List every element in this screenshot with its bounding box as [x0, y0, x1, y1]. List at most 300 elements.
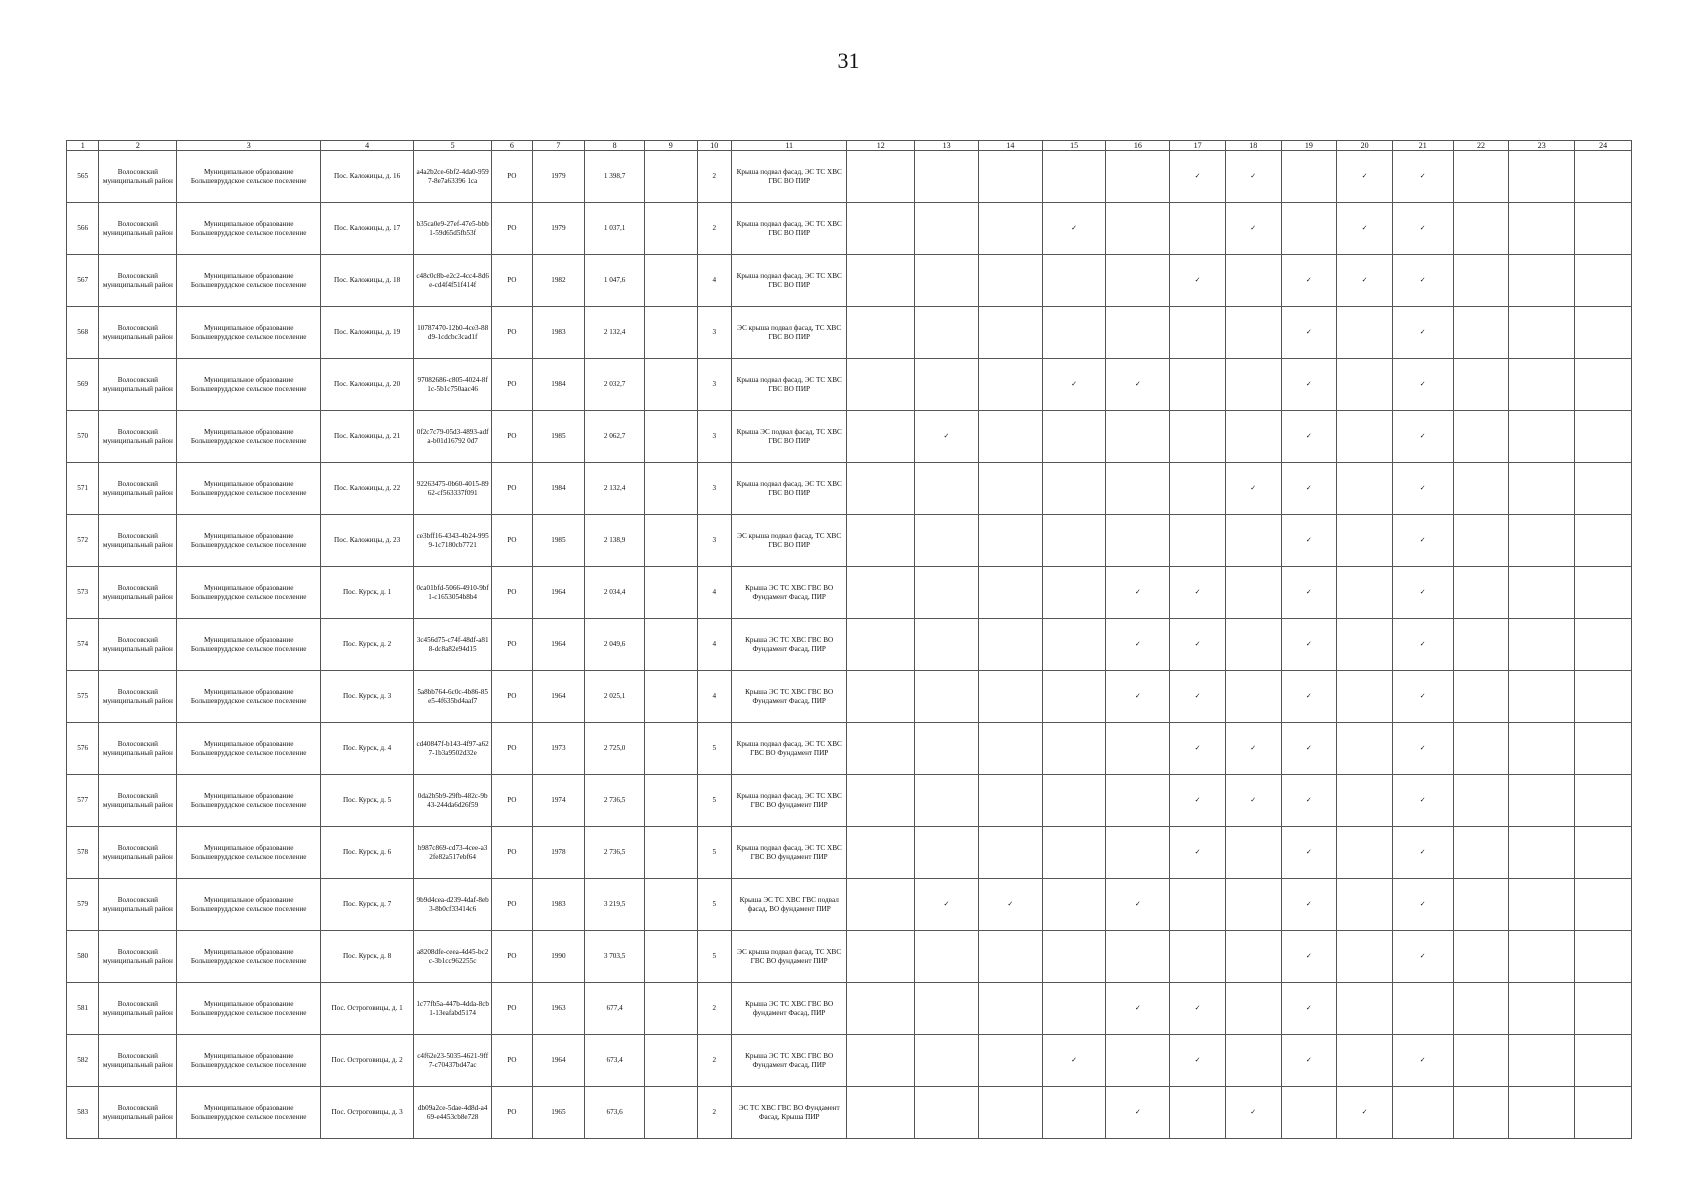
empty-cell: [1509, 463, 1575, 515]
year-cell: 1965: [532, 1087, 585, 1139]
check-mark-icon: ✓: [1392, 775, 1453, 827]
empty-cell: [1509, 1087, 1575, 1139]
empty-cell: [1042, 619, 1106, 671]
empty-cell: [915, 671, 979, 723]
empty-cell: [1575, 411, 1632, 463]
building-id-cell: 1c77fb5a-447b-4dda-8cb1-13eafabd5174: [414, 983, 492, 1035]
empty-cell: [1575, 723, 1632, 775]
empty-cell: [915, 151, 979, 203]
building-id-cell: 0da2b5b9-29fb-482c-9b43-244da6d26f59: [414, 775, 492, 827]
row-number: 574: [67, 619, 99, 671]
empty-cell: [1106, 255, 1170, 307]
municipality-cell: Муниципальное образование Большевруддское сельское поселение: [177, 1087, 321, 1139]
floors-cell: 3: [697, 515, 731, 567]
building-id-cell: 0f2c7c79-05d3-4893-adfa-b01d16792 0d7: [414, 411, 492, 463]
empty-cell: [1281, 151, 1337, 203]
district-cell: Волосовский муниципальный район: [99, 983, 177, 1035]
page-number: 31: [837, 48, 860, 73]
empty-cell: [915, 1035, 979, 1087]
empty-cell: [1225, 983, 1281, 1035]
type-cell: РО: [492, 1087, 532, 1139]
municipality-cell: Муниципальное образование Большевруддское сельское поселение: [177, 411, 321, 463]
check-mark-icon: ✓: [1170, 827, 1226, 879]
empty-cell: [644, 515, 697, 567]
empty-cell: [1225, 931, 1281, 983]
empty-cell: [1509, 567, 1575, 619]
empty-cell: [847, 463, 915, 515]
column-header: 1: [67, 141, 99, 151]
empty-cell: [847, 671, 915, 723]
check-mark-icon: ✓: [1106, 879, 1170, 931]
empty-cell: [847, 359, 915, 411]
check-mark-icon: ✓: [1281, 255, 1337, 307]
check-mark-icon: ✓: [1337, 151, 1393, 203]
year-cell: 1990: [532, 931, 585, 983]
empty-cell: [1170, 307, 1226, 359]
empty-cell: [644, 619, 697, 671]
building-id-cell: c4f62e23-5035-4621-9ff7-c70437bd47ac: [414, 1035, 492, 1087]
check-mark-icon: ✓: [1170, 723, 1226, 775]
floors-cell: 2: [697, 1087, 731, 1139]
check-mark-icon: ✓: [1281, 931, 1337, 983]
type-cell: РО: [492, 567, 532, 619]
address-cell: Пос. Каложицы, д. 21: [321, 411, 414, 463]
building-id-cell: 0ca01bfd-5066-4910-9bf1-c1653054b8b4: [414, 567, 492, 619]
district-cell: Волосовский муниципальный район: [99, 255, 177, 307]
address-cell: Пос. Каложицы, д. 18: [321, 255, 414, 307]
check-mark-icon: ✓: [1337, 203, 1393, 255]
empty-cell: [1225, 671, 1281, 723]
empty-cell: [1509, 515, 1575, 567]
empty-cell: [1042, 307, 1106, 359]
empty-cell: [847, 1035, 915, 1087]
address-cell: Пос. Остроговицы, д. 2: [321, 1035, 414, 1087]
check-mark-icon: ✓: [1225, 775, 1281, 827]
empty-cell: [1575, 359, 1632, 411]
table-row: [67, 879, 1632, 931]
district-cell: Волосовский муниципальный район: [99, 359, 177, 411]
check-mark-icon: ✓: [915, 879, 979, 931]
row-number: 581: [67, 983, 99, 1035]
district-cell: Волосовский муниципальный район: [99, 567, 177, 619]
year-cell: 1974: [532, 775, 585, 827]
empty-cell: [644, 307, 697, 359]
column-header: 5: [414, 141, 492, 151]
empty-cell: [1337, 515, 1393, 567]
empty-cell: [1575, 879, 1632, 931]
empty-cell: [1453, 931, 1509, 983]
check-mark-icon: ✓: [1392, 827, 1453, 879]
empty-cell: [1225, 255, 1281, 307]
empty-cell: [1509, 359, 1575, 411]
address-cell: Пос. Каложицы, д. 22: [321, 463, 414, 515]
building-id-cell: 10787470-12b0-4ce3-88d9-1cdcbc3cad1f: [414, 307, 492, 359]
year-cell: 1964: [532, 567, 585, 619]
building-id-cell: cd40847f-b143-4f97-a627-1b3a9502d32e: [414, 723, 492, 775]
empty-cell: [1509, 983, 1575, 1035]
area-cell: 2 062,7: [585, 411, 645, 463]
check-mark-icon: ✓: [1392, 151, 1453, 203]
empty-cell: [1575, 567, 1632, 619]
empty-cell: [978, 619, 1042, 671]
empty-cell: [915, 255, 979, 307]
empty-cell: [1225, 515, 1281, 567]
table-row: [67, 411, 1632, 463]
empty-cell: [1170, 203, 1226, 255]
empty-cell: [978, 255, 1042, 307]
area-cell: 673,6: [585, 1087, 645, 1139]
empty-cell: [1575, 671, 1632, 723]
works-cell: Крыша ЭС ТС ХВС ГВС ВО Фундамент Фасад, ПИР: [731, 671, 846, 723]
empty-cell: [1453, 827, 1509, 879]
address-cell: Пос. Курск, д. 5: [321, 775, 414, 827]
empty-cell: [915, 203, 979, 255]
row-number: 567: [67, 255, 99, 307]
empty-cell: [644, 827, 697, 879]
municipality-cell: Муниципальное образование Большевруддское сельское поселение: [177, 567, 321, 619]
empty-cell: [1106, 515, 1170, 567]
empty-cell: [978, 1087, 1042, 1139]
building-id-cell: db09a2ce-5dae-4d8d-a469-e4453cb8e728: [414, 1087, 492, 1139]
check-mark-icon: ✓: [978, 879, 1042, 931]
empty-cell: [1225, 1035, 1281, 1087]
empty-cell: [847, 931, 915, 983]
area-cell: 2 132,4: [585, 463, 645, 515]
year-cell: 1982: [532, 255, 585, 307]
table-row: [67, 515, 1632, 567]
check-mark-icon: ✓: [1281, 411, 1337, 463]
empty-cell: [978, 463, 1042, 515]
address-cell: Пос. Каложицы, д. 23: [321, 515, 414, 567]
building-id-cell: b35ca0e9-27ef-47e5-bbb1-59d65d5fb53f: [414, 203, 492, 255]
column-header: 11: [731, 141, 846, 151]
empty-cell: [1042, 567, 1106, 619]
works-cell: Крыша подвал фасад, ЭС ТС ХВС ГВС ВО ПИР: [731, 255, 846, 307]
empty-cell: [847, 255, 915, 307]
empty-cell: [915, 1087, 979, 1139]
empty-cell: [1453, 411, 1509, 463]
empty-cell: [1575, 1087, 1632, 1139]
check-mark-icon: ✓: [1392, 255, 1453, 307]
empty-cell: [1575, 255, 1632, 307]
empty-cell: [847, 983, 915, 1035]
column-header: 16: [1106, 141, 1170, 151]
empty-cell: [915, 775, 979, 827]
area-cell: 2 725,0: [585, 723, 645, 775]
empty-cell: [847, 411, 915, 463]
empty-cell: [1453, 983, 1509, 1035]
column-header: 23: [1509, 141, 1575, 151]
type-cell: РО: [492, 255, 532, 307]
year-cell: 1964: [532, 619, 585, 671]
empty-cell: [847, 879, 915, 931]
municipality-cell: Муниципальное образование Большевруддское сельское поселение: [177, 723, 321, 775]
type-cell: РО: [492, 619, 532, 671]
buildings-table: [66, 140, 1632, 1139]
area-cell: 2 034,4: [585, 567, 645, 619]
district-cell: Волосовский муниципальный район: [99, 827, 177, 879]
address-cell: Пос. Курск, д. 6: [321, 827, 414, 879]
type-cell: РО: [492, 723, 532, 775]
empty-cell: [1453, 723, 1509, 775]
empty-cell: [1225, 567, 1281, 619]
area-cell: 2 049,6: [585, 619, 645, 671]
empty-cell: [1042, 515, 1106, 567]
check-mark-icon: ✓: [1281, 1035, 1337, 1087]
column-header: 21: [1392, 141, 1453, 151]
district-cell: Волосовский муниципальный район: [99, 931, 177, 983]
table-row: [67, 775, 1632, 827]
address-cell: Пос. Остроговицы, д. 1: [321, 983, 414, 1035]
check-mark-icon: ✓: [1225, 151, 1281, 203]
empty-cell: [847, 515, 915, 567]
works-cell: Крыша подвал фасад, ЭС ТС ХВС ГВС ВО Фундамент ПИР: [731, 723, 846, 775]
empty-cell: [1042, 879, 1106, 931]
empty-cell: [1509, 151, 1575, 203]
empty-cell: [915, 619, 979, 671]
check-mark-icon: ✓: [915, 411, 979, 463]
empty-cell: [644, 1035, 697, 1087]
district-cell: Волосовский муниципальный район: [99, 463, 177, 515]
type-cell: РО: [492, 879, 532, 931]
empty-cell: [1170, 515, 1226, 567]
address-cell: Пос. Курск, д. 4: [321, 723, 414, 775]
address-cell: Пос. Курск, д. 2: [321, 619, 414, 671]
empty-cell: [1281, 1087, 1337, 1139]
empty-cell: [1106, 203, 1170, 255]
empty-cell: [1453, 515, 1509, 567]
empty-cell: [1392, 1087, 1453, 1139]
empty-cell: [1575, 931, 1632, 983]
check-mark-icon: ✓: [1281, 359, 1337, 411]
empty-cell: [978, 203, 1042, 255]
empty-cell: [1575, 1035, 1632, 1087]
check-mark-icon: ✓: [1281, 671, 1337, 723]
column-header: 9: [644, 141, 697, 151]
address-cell: Пос. Курск, д. 7: [321, 879, 414, 931]
address-cell: Пос. Курск, д. 1: [321, 567, 414, 619]
empty-cell: [1453, 1035, 1509, 1087]
check-mark-icon: ✓: [1225, 723, 1281, 775]
empty-cell: [1042, 931, 1106, 983]
check-mark-icon: ✓: [1392, 463, 1453, 515]
check-mark-icon: ✓: [1392, 567, 1453, 619]
municipality-cell: Муниципальное образование Большевруддское сельское поселение: [177, 827, 321, 879]
floors-cell: 2: [697, 151, 731, 203]
empty-cell: [847, 827, 915, 879]
check-mark-icon: ✓: [1170, 671, 1226, 723]
empty-cell: [1453, 203, 1509, 255]
row-number: 572: [67, 515, 99, 567]
area-cell: 673,4: [585, 1035, 645, 1087]
type-cell: РО: [492, 359, 532, 411]
empty-cell: [978, 307, 1042, 359]
empty-cell: [1042, 411, 1106, 463]
district-cell: Волосовский муниципальный район: [99, 411, 177, 463]
district-cell: Волосовский муниципальный район: [99, 307, 177, 359]
empty-cell: [978, 151, 1042, 203]
year-cell: 1964: [532, 1035, 585, 1087]
check-mark-icon: ✓: [1281, 775, 1337, 827]
works-cell: Крыша ЭС ТС ХВС ГВС ВО фундамент Фасад, ПИР: [731, 983, 846, 1035]
building-id-cell: 97082686-c805-4024-8f1c-5b1c750aac46: [414, 359, 492, 411]
column-header: 18: [1225, 141, 1281, 151]
municipality-cell: Муниципальное образование Большевруддское сельское поселение: [177, 931, 321, 983]
empty-cell: [644, 931, 697, 983]
empty-cell: [1042, 671, 1106, 723]
building-id-cell: 3c456d75-c74f-48df-a818-dc8a82e94d15: [414, 619, 492, 671]
table-row: [67, 307, 1632, 359]
district-cell: Волосовский муниципальный район: [99, 1035, 177, 1087]
empty-cell: [915, 723, 979, 775]
empty-cell: [847, 775, 915, 827]
district-cell: Волосовский муниципальный район: [99, 151, 177, 203]
check-mark-icon: ✓: [1170, 151, 1226, 203]
check-mark-icon: ✓: [1392, 879, 1453, 931]
empty-cell: [1575, 515, 1632, 567]
empty-cell: [1106, 775, 1170, 827]
empty-cell: [644, 723, 697, 775]
empty-cell: [644, 671, 697, 723]
check-mark-icon: ✓: [1281, 879, 1337, 931]
empty-cell: [978, 411, 1042, 463]
year-cell: 1983: [532, 307, 585, 359]
works-cell: Крыша ЭС ТС ХВС ГВС подвал фасад, ВО фундамент ПИР: [731, 879, 846, 931]
floors-cell: 4: [697, 567, 731, 619]
column-header: 3: [177, 141, 321, 151]
check-mark-icon: ✓: [1106, 567, 1170, 619]
column-header: 4: [321, 141, 414, 151]
area-cell: 2 736,5: [585, 827, 645, 879]
building-id-cell: a8208dfe-ceea-4d45-bc2c-3b1cc962255c: [414, 931, 492, 983]
type-cell: РО: [492, 931, 532, 983]
row-number: 570: [67, 411, 99, 463]
works-cell: Крыша подвал фасад, ЭС ТС ХВС ГВС ВО ПИР: [731, 359, 846, 411]
floors-cell: 2: [697, 983, 731, 1035]
empty-cell: [1392, 983, 1453, 1035]
building-id-cell: c48c0c8b-e2c2-4cc4-8d6e-cd4f4f51f414f: [414, 255, 492, 307]
works-cell: ЭС крыша подвал фасад, ТС ХВС ГВС ВО ПИР: [731, 307, 846, 359]
empty-cell: [1575, 983, 1632, 1035]
building-id-cell: 92263475-0b60-4015-8962-cf563337f091: [414, 463, 492, 515]
empty-cell: [1509, 411, 1575, 463]
check-mark-icon: ✓: [1281, 463, 1337, 515]
empty-cell: [1106, 723, 1170, 775]
empty-cell: [1453, 463, 1509, 515]
check-mark-icon: ✓: [1225, 463, 1281, 515]
area-cell: 3 703,5: [585, 931, 645, 983]
check-mark-icon: ✓: [1392, 411, 1453, 463]
empty-cell: [915, 307, 979, 359]
column-header: 2: [99, 141, 177, 151]
empty-cell: [847, 307, 915, 359]
check-mark-icon: ✓: [1281, 723, 1337, 775]
year-cell: 1985: [532, 515, 585, 567]
floors-cell: 4: [697, 255, 731, 307]
works-cell: Крыша подвал фасад, ЭС ТС ХВС ГВС ВО фундамент ПИР: [731, 827, 846, 879]
empty-cell: [1337, 879, 1393, 931]
empty-cell: [1042, 1087, 1106, 1139]
empty-cell: [1337, 723, 1393, 775]
check-mark-icon: ✓: [1281, 567, 1337, 619]
empty-cell: [978, 671, 1042, 723]
empty-cell: [1337, 671, 1393, 723]
column-header: 15: [1042, 141, 1106, 151]
empty-cell: [644, 359, 697, 411]
check-mark-icon: ✓: [1106, 619, 1170, 671]
floors-cell: 3: [697, 411, 731, 463]
empty-cell: [1337, 411, 1393, 463]
empty-cell: [1337, 1035, 1393, 1087]
empty-cell: [1453, 567, 1509, 619]
year-cell: 1963: [532, 983, 585, 1035]
district-cell: Волосовский муниципальный район: [99, 203, 177, 255]
works-cell: Крыша подвал фасад, ЭС ТС ХВС ГВС ВО фундамент ПИР: [731, 775, 846, 827]
address-cell: Пос. Остроговицы, д. 3: [321, 1087, 414, 1139]
empty-cell: [847, 203, 915, 255]
check-mark-icon: ✓: [1392, 931, 1453, 983]
empty-cell: [1225, 827, 1281, 879]
empty-cell: [978, 515, 1042, 567]
empty-cell: [915, 827, 979, 879]
empty-cell: [1509, 879, 1575, 931]
municipality-cell: Муниципальное образование Большевруддское сельское поселение: [177, 515, 321, 567]
empty-cell: [1337, 775, 1393, 827]
column-header: 12: [847, 141, 915, 151]
check-mark-icon: ✓: [1170, 567, 1226, 619]
empty-cell: [1225, 359, 1281, 411]
empty-cell: [644, 1087, 697, 1139]
type-cell: РО: [492, 983, 532, 1035]
floors-cell: 5: [697, 827, 731, 879]
row-number: 565: [67, 151, 99, 203]
empty-cell: [1106, 463, 1170, 515]
empty-cell: [978, 931, 1042, 983]
row-number: 568: [67, 307, 99, 359]
empty-cell: [1509, 671, 1575, 723]
district-cell: Волосовский муниципальный район: [99, 515, 177, 567]
floors-cell: 5: [697, 931, 731, 983]
address-cell: Пос. Курск, д. 3: [321, 671, 414, 723]
municipality-cell: Муниципальное образование Большевруддское сельское поселение: [177, 463, 321, 515]
empty-cell: [1453, 255, 1509, 307]
municipality-cell: Муниципальное образование Большевруддское сельское поселение: [177, 151, 321, 203]
empty-cell: [1337, 827, 1393, 879]
row-number: 575: [67, 671, 99, 723]
table-row: [67, 151, 1632, 203]
table-row: [67, 723, 1632, 775]
empty-cell: [1170, 359, 1226, 411]
empty-cell: [1337, 619, 1393, 671]
building-id-cell: a4a2b2ce-6bf2-4da0-9597-8e7a63396 1ca: [414, 151, 492, 203]
type-cell: РО: [492, 203, 532, 255]
empty-cell: [847, 567, 915, 619]
row-number: 578: [67, 827, 99, 879]
check-mark-icon: ✓: [1392, 671, 1453, 723]
check-mark-icon: ✓: [1170, 619, 1226, 671]
year-cell: 1984: [532, 359, 585, 411]
empty-cell: [978, 359, 1042, 411]
table-row: [67, 983, 1632, 1035]
check-mark-icon: ✓: [1042, 1035, 1106, 1087]
empty-cell: [644, 151, 697, 203]
empty-cell: [1509, 255, 1575, 307]
column-header: 6: [492, 141, 532, 151]
municipality-cell: Муниципальное образование Большевруддское сельское поселение: [177, 775, 321, 827]
check-mark-icon: ✓: [1225, 1087, 1281, 1139]
check-mark-icon: ✓: [1281, 983, 1337, 1035]
municipality-cell: Муниципальное образование Большевруддское сельское поселение: [177, 1035, 321, 1087]
